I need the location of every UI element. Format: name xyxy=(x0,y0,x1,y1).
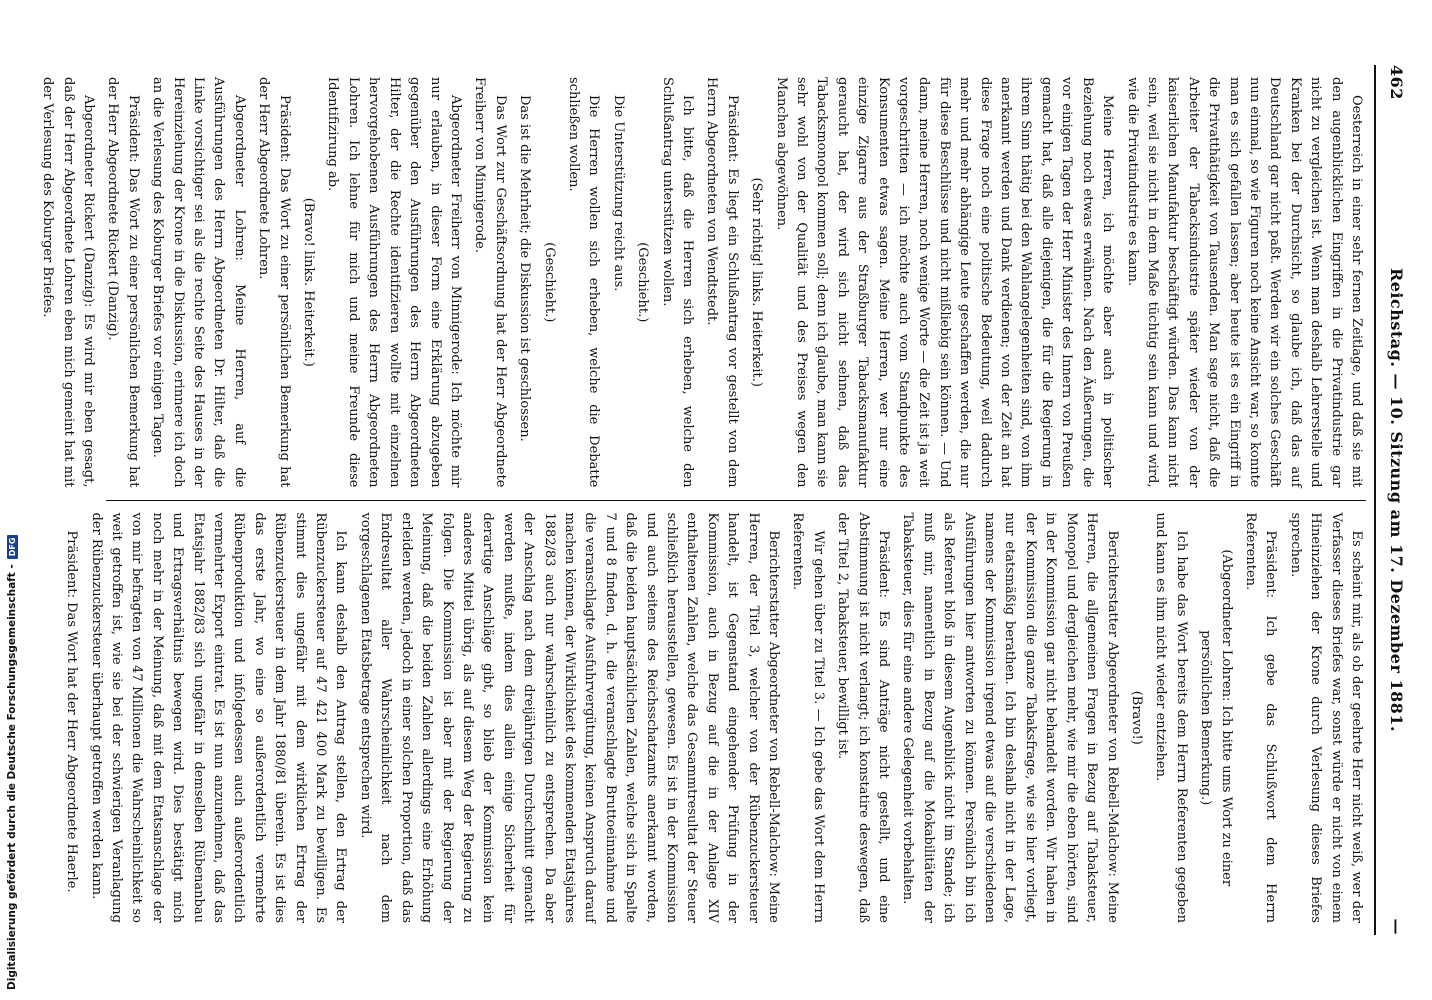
paragraph: Abgeordneter Freiherr von Minnigerode: Ich möchte mir nur erlauben, in dieser Form eine Erklärung abzugeben gegenüber den Ausführungen des Herrn Abgeordneten Hilter, der die Rechte identifizieren wollte mit einzelnen hervorgehobenen Ausführungen des Herrn Abgeordneten Lohren. Ich lehne für mich und meine Freunde diese Identifizirung ab. xyxy=(325,77,463,488)
paragraph: Die Herren wollen sich erheben, welche die Debatte schließen wollen. xyxy=(565,77,602,488)
paragraph: (Bravo!) xyxy=(1128,690,1144,745)
paragraph: Präsident: Das Wort zu einer persönlichen Bemerkung hat der Herr Abgeordnete Lohren. xyxy=(256,77,292,488)
page-header xyxy=(1374,65,1406,935)
paragraph: Oesterreich in einer sehr fernen Zeitlage, und daß sie mit den augenblicklichen Eingriffen in die Privatindustrie gar nicht zu vergleichen ist. Wenn man deshalb Lehrerstelle und Kranken bei der Durchsicht, so glaube ich, daß das auf Deutschland gar nicht paßt. Werden wir ein solches Geschäft nun einmal, so wie Figuren noch keine Ansicht war, so konnte man es sich gefallen lassen; aber heute ist es ein Eingriff in die Privatthätigkeit von Tausenden. Man sage nicht, daß die Arbeiter der Tabacksindustrie später wieder von der kaiserlichen Manufaktur beschäftigt würden. Das kann nicht sein, weil sie nicht in dem Maße tüchtig sein kann und wird, wie die Privatindustrie es kann. xyxy=(1124,77,1364,488)
paragraph: Berichterstatter Abgeordneter von Rebell-Malchow: Meine Herren, die allgemeinen Fragen in Bezug auf Tabaksteuer, Monopol und dergleichen mehr, wie mir die eben hörten, sind in der Kommission gar nicht behandelt worden. Wir haben in der Kommission die ganze Tabaksfrage, wie sie hier vorliegt, nur etatsmäßig berathen. Ich bin deshalb nicht in der Lage, namens der Kommission irgend etwas auf die verschiedenen Ausführungen hier antworten zu können. Persönlich bin ich als Referent bloß in diesem Augenblick nicht im Stande; ich muß mir, namentlich in Bezug auf die Mokabilitäten der Tabaksteuer, dies für eine andere Gelegenheit vorbehalten. xyxy=(900,512,1120,923)
paragraph: (Abgeordneter Lohren: Ich bitte ums Wort zu einer persönlichen Bemerkung.) xyxy=(1198,549,1234,887)
paragraph: Präsident: Das Wort hat der Herr Abgeordnete Haerle. xyxy=(64,530,80,893)
paragraph: Ich kann deshalb den Antrag stellen, den Ertrag der Rübenzuckersteuer auf 47 421 400 Mark zu bewilligen. Es stimmt dies ungefähr mit dem wirklichen Ertrag der Rübenzuckersteuer in dem Jahr 1880/81 überein. Es ist dies das erste Jahr, wo eine so außerordentlich vermehrte Rübenproduktion und infolgedessen auch außerordentlich vermehrter Export eintrat. Es ist nun anzunehmen, daß das Etatsjahr 1882/83 sich ungefähr in demselben Rübenanbau und Ertragsverhältnis bewegen wird. Dies bestätigt mich noch mehr in der Meinung, daß mit dem Etatsanschlage der von mir befragten von 47 Millionen die Wahrscheinlichkeit so weit getroffen ist, wie sie bei der schwierigen Veranlagung der Rübenzuckersteuer überhaupt getroffen werden kann. xyxy=(88,512,349,923)
paragraph: Das Wort zur Geschäftsordnung hat der Herr Abgeordnete Freiherr von Minnigerode. xyxy=(472,77,508,488)
paragraph: (Geschieht.) xyxy=(541,242,557,323)
paragraph: Berichterstatter Abgeordneter von Rebell-Malchow: Meine Herren, der Titel 3, welcher von der Rübenzuckersteuer handelt, ist Gegenstand eingehender Prüfung in der Kommission, auch in Bezug auf die in der Anlage XIV enthaltenen Zahlen, welche das Gesammtresultat der Steuer schließlich herausstellen, gewesen. Es ist in der Kommission und auch seitens des Reichsschatzamts anerkannt worden, daß die beiden hauptsächlichen Zahlen, welche sich in Spalte 7 und 8 finden, d. h. die veranschlagte Bruttoeinnahme und die veranschlagte Ausfuhrvergütung, keinen Anspruch darauf machen können, der Wirklichkeit des kommenden Etatsjahres 1882/83 auch nur wahrscheinlich zu entsprechen. Da aber der Anschlag nach dem dreijährigen Durchschnitt gemacht werden mußte, indem dies allein einige Sicherheit für derartige Anschläge gibt, so blieb der Kommission kein anderes Mittel übrig, als auf diesem Weg der Regierung zu folgen. Die Kommission ist aber mit der Regierung der Meinung, daß die beiden Zahlen allerdings eine Erhöhung erleiden werden, jedoch in einer solchen Proportion, daß das Endresultat aller Wahrscheinlichkeit nach dem vorgeschlagenen Etatsbetrage entsprechen wird. xyxy=(357,512,782,923)
paragraph: Abgeordneter Rickert (Danzig): Es wird mir eben gesagt, daß der Herr Abgeordnete Lohren eben mich gemeint hat mit der Verlesung des Koburger Briefes. xyxy=(40,77,97,488)
paragraph: (Geschieht.) xyxy=(635,242,651,323)
paragraph: (Sehr richtig! links. Heiterkeit.) xyxy=(749,177,765,387)
header-mark: — xyxy=(1387,918,1406,935)
paragraph: Die Unterstützung reicht aus. xyxy=(610,95,626,292)
paragraph: Das ist die Mehrheit; die Diskussion ist geschlossen. xyxy=(517,95,533,442)
footer-text: Digitalisierung gefördert durch die Deutsche Forschungsgemeinschaft - xyxy=(6,564,18,990)
page-title: Reichstag. — 10. Sitzung am 17. Dezember 1881. xyxy=(1387,267,1406,733)
paragraph: Präsident: Es sind Anträge nicht gestellt, und eine Abstimmung ist nicht verlangt; ich konstatire deswegen, daß der Titel 2, Tabaksteuer, bewilligt ist. xyxy=(835,512,892,923)
paragraph: Meine Herren, ich möchte aber auch in politischer Beziehung noch etwas erwähnen. Nach den Äußerungen, die vor einigen Tagen der Herr Minister des Innern von Preußen gemacht hat, daß alle diejenigen, die für die Regierung in ihrem Sinn thätig bei den Wahlangelegenheiten sind, von ihm anerkannt werden und Dank verdienen; von der Zeit an hat diese Frage noch eine politische Bedeutung, weil dadurch mehr und mehr abhängige Leute geschaffen werden, die nur für diese Beschlüsse und nicht mißliebig sein können. — Und dann, meine Herren, noch wenige Worte — die Zeit ist ja weit vorgeschritten — ich möchte auch vom Standpunkte des Konsumenten etwas sagen. Meine Herren, wer nur eine einzige Zigarre aus der Straßburger Tabacksmanufaktur geraucht hat, der wird sich nicht sehnen, daß das Tabacksmonopol kommen soll; denn ich glaube, man kann sie sehr wohl von der Qualität und des Preises wegen den Manchen abgewöhnen. xyxy=(773,77,1116,488)
paragraph: Präsident: Das Wort zu einer persönlichen Bemerkung hat der Herr Abgeordnete Rickert (Danzig). xyxy=(105,77,141,488)
digitization-footer xyxy=(2,537,22,1000)
page-number: 462 xyxy=(1387,65,1406,100)
paragraph: Ich habe das Wort bereits dem Herrn Referenten gegeben und kann es ihm nicht wieder entziehen. xyxy=(1153,512,1189,923)
paragraph: Präsident: Ich gebe das Schlußwort dem Herrn Referenten. xyxy=(1242,512,1279,923)
rotated-page xyxy=(40,35,1406,965)
paragraph: Abgeordneter Lohren: Meine Herren, auf die Ausführungen des Herrn Abgeordneten Dr. Hilter, daß die Linke vorsichtiger sei als die rechte Seite des Hauses in der Hereinziehung der Krone in die Diskussion, erinnere ich doch an die Verlesung des Koburger Briefes vor einigen Tagen. xyxy=(150,77,247,488)
paragraph: (Bravo! links. Heiterkeit.) xyxy=(301,197,317,367)
left-text-column xyxy=(40,65,1366,500)
right-text-column xyxy=(64,500,1366,936)
paragraph: Wir gehen über zu Titel 3. — Ich gebe das Wort dem Herrn Referenten. xyxy=(790,512,826,923)
paragraph: Präsident: Es liegt ein Schlußantrag vor gestellt von dem Herrn Abgeordneten von Wendtstedt. xyxy=(704,77,740,488)
paragraph: Ich bitte, daß die Herren sich erheben, welche den Schlußantrag unterstützen wollen. xyxy=(659,77,695,488)
paragraph: Es scheint mir, als ob der geehrte Herr nicht weiß, wer der Verfasser dieses Briefes war, sonst würde er nicht von einem Hineinziehen der Krone durch Verlesung dieses Briefes sprechen. xyxy=(1287,512,1364,923)
dfg-logo: DFG xyxy=(7,535,18,560)
